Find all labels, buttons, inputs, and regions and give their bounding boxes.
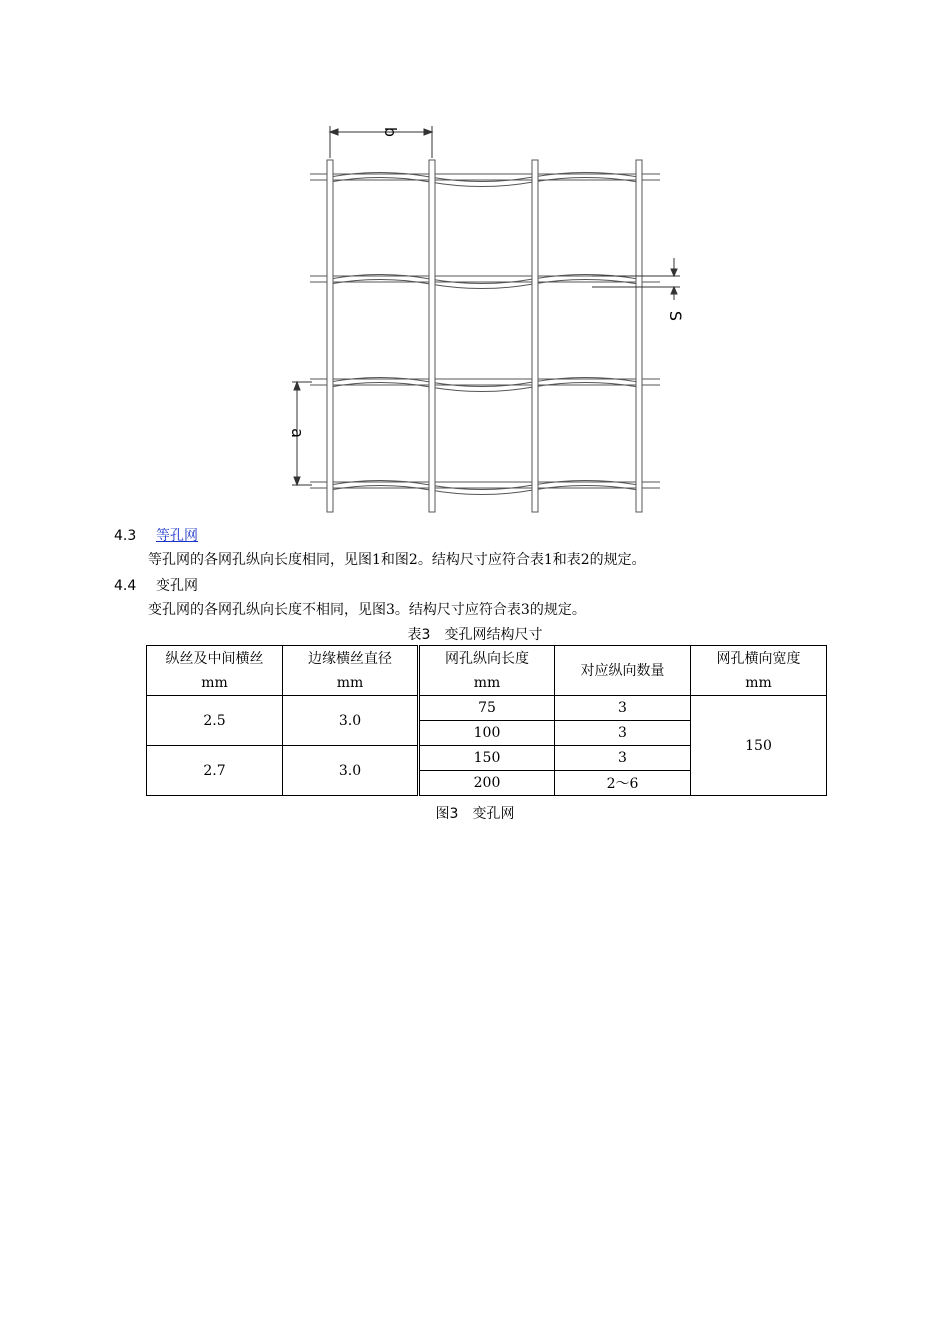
- horizontal-wire-3: [310, 378, 660, 392]
- section-title: 变孔网: [156, 578, 198, 594]
- section-number: 4.4: [114, 578, 137, 594]
- wire-diameter-cell: 2.5: [147, 696, 283, 746]
- section-title-link[interactable]: 等孔网: [156, 528, 198, 544]
- horizontal-wire-4: [310, 481, 660, 495]
- horizontal-wire-2: [310, 275, 660, 289]
- edge-diameter-cell: 3.0: [283, 696, 419, 746]
- table-header-row: [147, 646, 827, 696]
- header-cell: 网孔横向宽度 mm: [691, 646, 827, 696]
- header-cell: 边缘横丝直径 mm: [283, 646, 419, 696]
- vertical-wire-3: [532, 160, 538, 512]
- mesh-diagram: [280, 120, 685, 520]
- table-caption: 表3 变孔网结构尺寸: [407, 627, 543, 643]
- section-4-3-heading: [114, 525, 198, 545]
- horizontal-wire-1: [310, 173, 660, 187]
- vertical-wire-4: [636, 160, 642, 512]
- dimension-a-label: a: [288, 428, 307, 438]
- section-number: 4.3: [114, 528, 137, 544]
- edge-diameter-cell: 3.0: [283, 746, 419, 796]
- length-cell: 75: [419, 696, 555, 721]
- length-cell: 100: [419, 721, 555, 746]
- count-cell: 3: [555, 746, 691, 771]
- section-4-4-heading: [114, 575, 198, 595]
- vertical-wire-2: [429, 160, 435, 512]
- length-cell: 150: [419, 746, 555, 771]
- length-cell: 200: [419, 771, 555, 796]
- dimension-b: [330, 126, 432, 158]
- count-cell: 2～6: [555, 771, 691, 796]
- dimension-s-label: S: [666, 310, 685, 322]
- vertical-wire-1: [327, 160, 333, 512]
- header-cell: 纵丝及中间横丝 mm: [147, 646, 283, 696]
- spec-table: [146, 645, 827, 796]
- figure-caption: 图3 变孔网: [435, 806, 515, 822]
- dimension-b-label: b: [381, 126, 400, 138]
- width-cell: 150: [691, 696, 827, 796]
- header-cell: 对应纵向数量: [555, 646, 691, 696]
- wire-diameter-cell: 2.7: [147, 746, 283, 796]
- section-4-3-body: 等孔网的各网孔纵向长度相同，见图1和图2。结构尺寸应符合表1和表2的规定。: [148, 552, 646, 568]
- count-cell: 3: [555, 721, 691, 746]
- count-cell: 3: [555, 696, 691, 721]
- table-row: [147, 696, 827, 721]
- section-4-4-body: 变孔网的各网孔纵向长度不相同，见图3。结构尺寸应符合表3的规定。: [148, 602, 586, 618]
- header-cell: 网孔纵向长度 mm: [419, 646, 555, 696]
